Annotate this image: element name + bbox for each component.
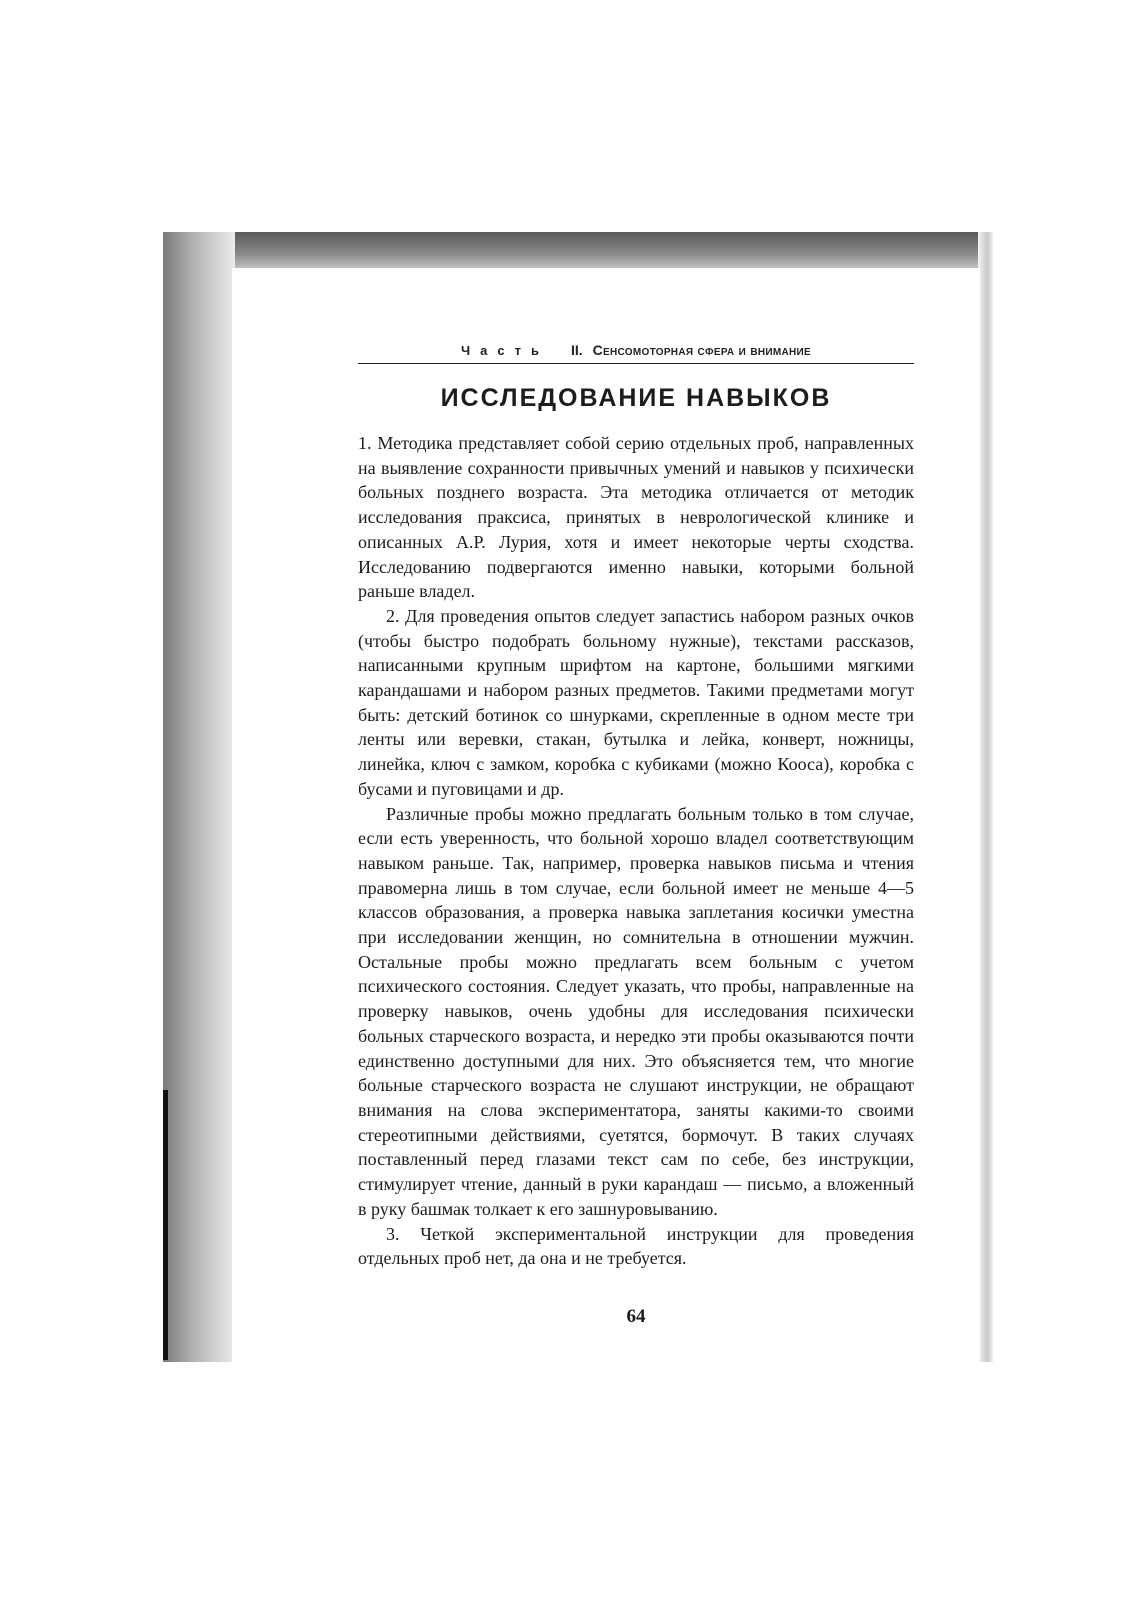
scan-edge-left xyxy=(163,1090,168,1360)
paragraph-4: 3. Четкой экспериментальной инструкции для проведения отдельных проб нет, да она и не требуется. xyxy=(358,1223,914,1269)
paragraph-3: Различные пробы можно предлагать больным только в том случае, если есть уверенность, что больной хорошо владел соответствующим навыком раньше. Так, например, проверка навыков письма и чтения правомерна лишь в том случае, если больной имеет не меньше 4—5 классов образования, а проверка навыка заплетания косички уместна при исследовании женщин, но сомнительна в отношении мужчин. Остальные пробы можно предлагать всем больным с учетом психического состояния. Следует указать, что пробы, направленные на проверку навыков, очень удобны для исследования психически больных старческого возраста, и нередко эти пробы оказываются почти единственно доступными для них. Это объясняется тем, что многие больные старческого возраста не слушают инструкции, не обращают внимания на слова экспериментатора, заняты какими-то своими стереотипными действиями, суетятся, бормочут. В таких случаях поставленный перед глазами текст сам по себе, без инструкции, стимулирует чтение, данный в руки карандаш — письмо, а вложенный в руку башмак толкает к его зашнуровыванию. xyxy=(358,803,914,1219)
running-head xyxy=(358,343,914,364)
chapter-title: ИССЛЕДОВАНИЕ НАВЫКОВ xyxy=(440,384,832,412)
running-head-part-word: Часть xyxy=(461,343,549,358)
paragraph-2: 2. Для проведения опытов следует запастись набором разных очков (чтобы быстро подобрать больному нужные), текстами рассказов, написанными крупным шрифтом на картоне, большими мягкими карандашами и набором разных предметов. Такими предметами могут быть: детский ботинок со шнурками, скрепленные в одном месте три ленты или веревки, стакан, бутылка и лейка, конверт, ножницы, линейка, ключ с замком, коробка с кубиками (можно Кооса), коробка с бусами и пуговицами и др. xyxy=(358,605,914,799)
scan-shadow-top xyxy=(163,232,993,272)
running-head-section-title: Сенсомоторная сфера и внимание xyxy=(592,342,811,358)
scan-shadow-left xyxy=(163,232,235,1362)
paragraph-1: 1. Методика представляет собой серию отдельных проб, направленных на выявление сохранности привычных умений и навыков у психически больных позднего возраста. Эта методика отличается от методик исследования праксиса, принятых в неврологической клинике и описанных А.Р. Лурия, хотя и имеет некоторые черты сходства. Исследованию подвергаются именно навыки, которыми больной раньше владел. xyxy=(358,433,914,602)
body-text xyxy=(358,431,914,1271)
running-head-part-number: II. xyxy=(570,342,583,358)
page-number: 64 xyxy=(626,1306,646,1327)
scan-shadow-right xyxy=(978,232,993,1362)
